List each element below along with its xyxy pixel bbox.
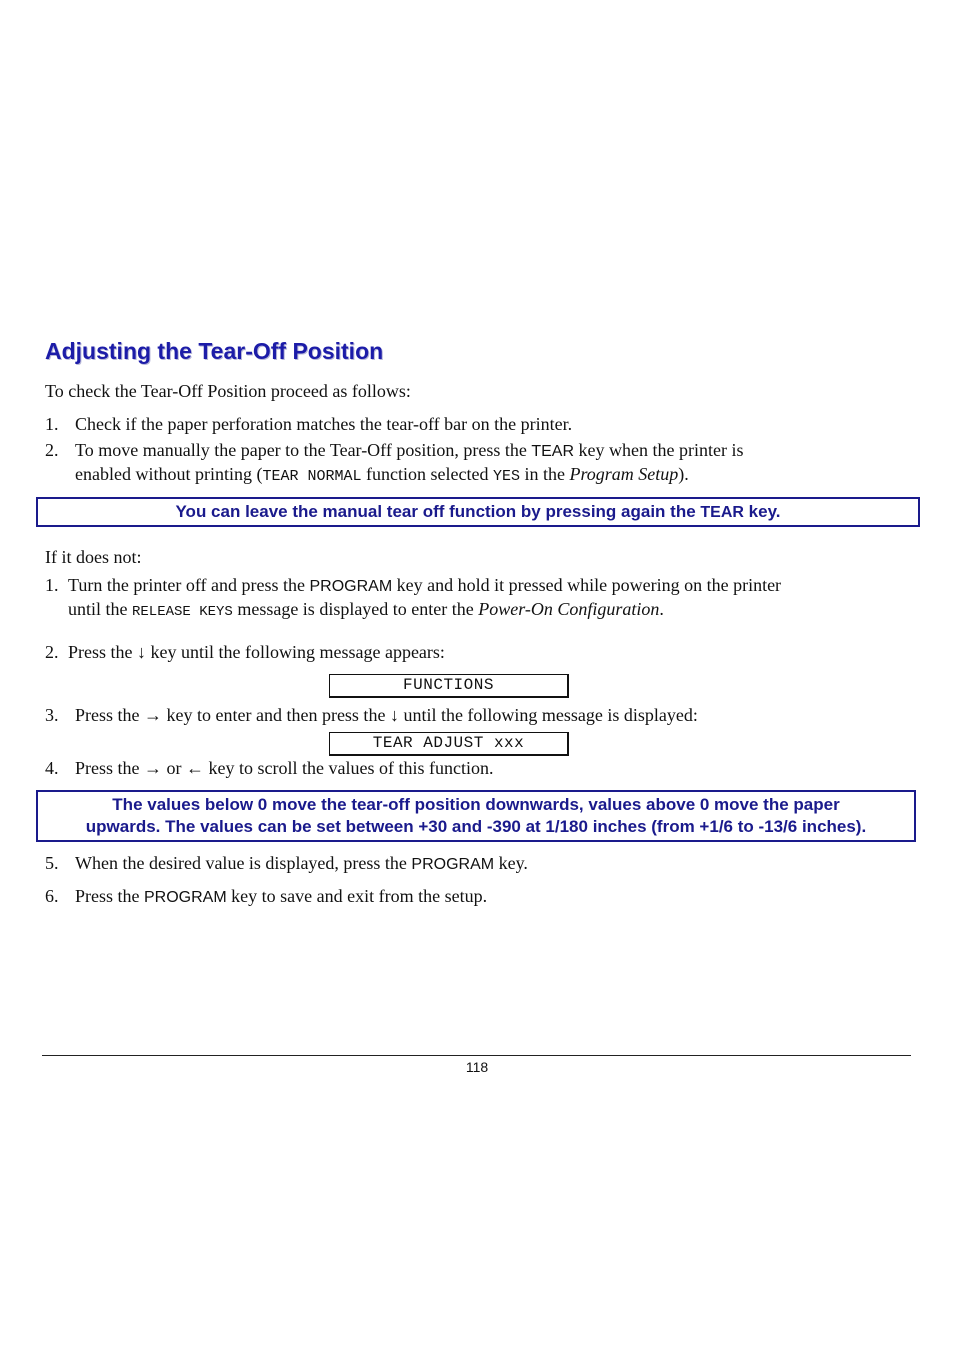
right-arrow-icon: → — [144, 705, 162, 725]
down-arrow-icon: ↓ — [137, 642, 146, 662]
code-tear-normal: TEAR NORMAL — [262, 468, 362, 485]
item-text-continued: enabled without printing (TEAR NORMAL function selected YES in the Program Setup). — [75, 464, 689, 485]
display-tear-adjust: TEAR ADJUST xxx — [329, 732, 569, 756]
list-item — [45, 573, 909, 623]
item-text: Press the → or ← key to scroll the values of this function. — [75, 758, 494, 778]
program-key-label: PROGRAM — [309, 578, 393, 595]
note-box-tear: You can leave the manual tear off function by pressing again the TEAR key. — [36, 497, 920, 527]
code-release-keys: RELEASE KEYS — [132, 604, 233, 620]
program-key-label: PROGRAM — [144, 889, 227, 906]
program-setup-ref: Program Setup — [569, 464, 679, 484]
right-arrow-icon: → — [144, 758, 162, 778]
note-line: The values below 0 move the tear-off position downwards, values above 0 move the paper — [112, 795, 840, 814]
tear-key-label: TEAR — [531, 443, 575, 460]
down-arrow-icon: ↓ — [389, 705, 399, 725]
note-box-values — [36, 790, 916, 842]
item-text: Press the ↓ key until the following message appears: — [68, 642, 445, 662]
display-functions: FUNCTIONS — [329, 674, 569, 698]
item-number: 6. — [45, 886, 59, 906]
page-number: 118 — [465, 1059, 489, 1075]
item-text: Turn the printer off and press the PROGRAM key and hold it pressed while powering on the printer — [68, 575, 782, 595]
code-yes: YES — [492, 468, 520, 485]
item-text: Press the → key to enter and then press the ↓ until the following message is displayed: — [75, 705, 698, 725]
tear-key-label: TEAR — [700, 504, 744, 521]
item-text-continued: until the RELEASE KEYS message is displayed to enter the Power-On Configuration. — [68, 599, 664, 620]
item-number: 3. — [45, 705, 59, 725]
item-number: 4. — [45, 758, 59, 778]
power-on-config-ref: Power-On Configuration — [478, 599, 660, 619]
item-number: 1. — [45, 575, 59, 595]
item-text: To move manually the paper to the Tear-Off position, press the TEAR key when the printer is — [75, 440, 744, 460]
left-arrow-icon: ← — [186, 758, 204, 778]
note-line: upwards. The values can be set between +30 and -390 at 1/180 inches (from +1/6 to -13/6 inches). — [85, 817, 867, 836]
item-number: 2. — [45, 440, 59, 460]
item-number: 1. — [45, 414, 59, 434]
item-text: When the desired value is displayed, press the PROGRAM key. — [75, 853, 528, 873]
intro-text: To check the Tear-Off Position proceed as follows: — [45, 381, 411, 401]
item-text: Press the PROGRAM key to save and exit from the setup. — [75, 886, 488, 906]
item-number: 5. — [45, 853, 59, 873]
footer-divider — [42, 1055, 911, 1056]
section-title: Adjusting the Tear-Off Position — [45, 338, 384, 364]
item-text: Check if the paper perforation matches the tear-off bar on the printer. — [75, 414, 573, 434]
item-number: 2. — [45, 642, 59, 662]
list-item — [45, 438, 909, 488]
program-key-label: PROGRAM — [411, 856, 495, 873]
if-not-text: If it does not: — [45, 547, 142, 567]
